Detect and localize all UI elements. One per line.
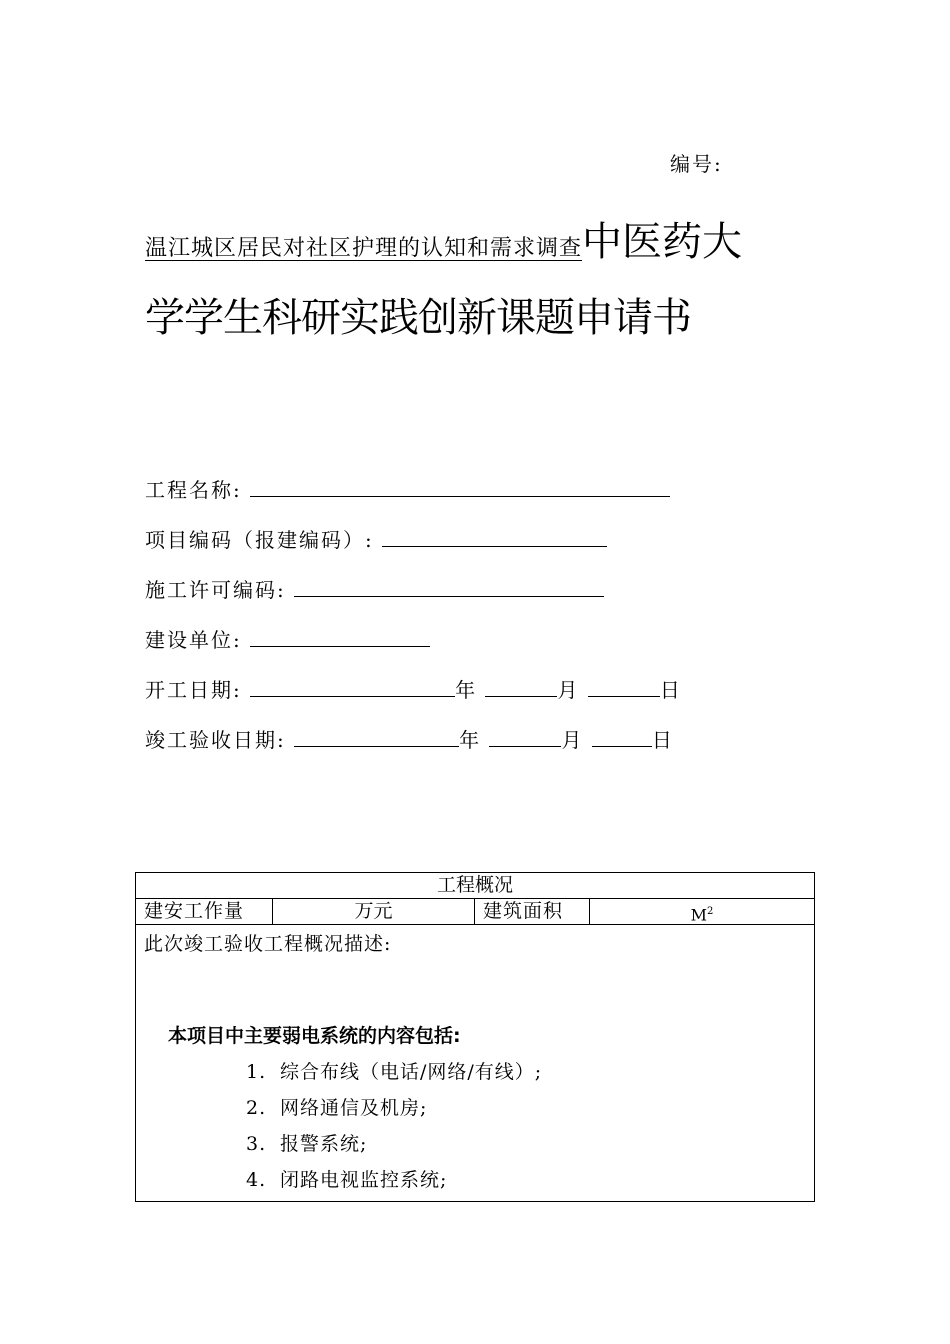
start-date-field [145,674,682,703]
description-label: 此次竣工验收工程概况描述: [144,933,392,955]
build-unit-blank[interactable] [250,628,430,647]
list-item: 1. 综合布线（电话/网络/有线）; [246,1061,543,1083]
project-name-label: 工程名称: [145,478,242,502]
completion-year-blank[interactable] [294,728,459,747]
build-unit-field [145,624,430,653]
title-main-part1: 中医药大 [582,219,743,265]
month-label: 月 [561,728,584,752]
completion-day-blank[interactable] [592,728,652,747]
year-label: 年 [455,678,478,702]
year-label: 年 [459,728,482,752]
project-overview-table [135,872,815,1202]
overview-metrics-row [136,899,814,925]
title-main-part2: 学学生科研实践创新课题申请书 [145,295,691,341]
list-item: 2. 网络通信及机房; [246,1097,428,1119]
systems-list [246,1057,542,1201]
overview-heading: 工程概况 [136,873,814,899]
start-day-blank[interactable] [588,678,660,697]
month-label: 月 [557,678,580,702]
day-label: 日 [651,728,674,752]
start-date-label: 开工日期: [145,678,242,702]
build-unit-label: 建设单位: [145,628,242,652]
completion-date-label: 竣工验收日期: [145,728,286,752]
completion-month-blank[interactable] [489,728,561,747]
systems-title: 本项目中主要弱电系统的内容包括: [168,1025,461,1047]
project-code-field [145,524,607,553]
list-item: 3. 报警系统; [246,1133,368,1155]
document-title [145,210,845,343]
completion-date-field [145,724,674,753]
investment-label: 建安工作量 [136,899,273,924]
permit-code-field [145,574,604,603]
list-item: 4. 闭路电视监控系统; [246,1169,448,1191]
permit-code-blank[interactable] [294,578,604,597]
title-subject: 温江城区居民对社区护理的认知和需求调查 [145,236,583,261]
investment-unit[interactable]: 万元 [273,899,475,924]
start-month-blank[interactable] [485,678,557,697]
area-label: 建筑面积 [475,899,590,924]
serial-number-label: 编号: [670,152,723,176]
project-code-blank[interactable] [382,528,607,547]
project-name-field [145,474,670,503]
day-label: 日 [659,678,682,702]
permit-code-label: 施工许可编码: [145,578,286,602]
project-name-blank[interactable] [250,478,670,497]
start-year-blank[interactable] [250,678,455,697]
area-unit[interactable]: $M^2$ [690,905,714,925]
project-code-label: 项目编码（报建编码）: [145,528,374,552]
